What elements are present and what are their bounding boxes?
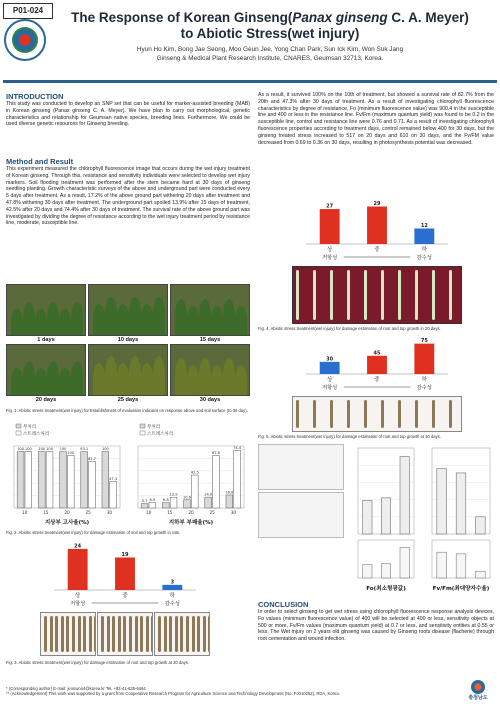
fig2b-data-label: 6.9 [149,498,156,503]
plant-shape [153,297,165,335]
fo-chart [348,444,418,594]
fig3-photo-2 [97,612,153,656]
header-rule [3,80,497,83]
plant-shape [47,302,59,335]
fig2a-tick-label: 10 [21,510,28,515]
photo-day-30 [170,344,250,396]
plant-shape [59,368,71,395]
methods-section [6,157,250,227]
fig2b-tick-label: 15 [167,510,173,515]
root-shape [296,400,299,428]
fo-sub-bar [400,547,409,578]
fo-bar [400,457,409,534]
fig2a-data-label: 100 [101,447,109,452]
plant-shape [93,304,105,335]
fo-bar [363,500,372,534]
fig5-bar [414,344,434,374]
fig2b-bar [213,455,220,508]
fvfm-bar [437,469,447,534]
plant-shape [11,368,23,395]
plant-shape [235,306,247,335]
results-text: As a result, it survived 100% on the 10th of treatment, but showed a survival rate of 82.7% from the 20th and 47.3% after 30 days of treatment. As a result of investigating chlorophyll fluorescence characteristics by degree of resistance, Fo (minimum fluorescence value) was 900.4 in the susceptible line and 400 or less in the resistance line. Fv/Fm (maximum quantum yield) was found to be 0.2 in the susceptible line, control and resistance line were 0.76 and 0.71. As a result of investigating chlorophyll fluorescence properties according to treatment days, control remained below 400 for 30 days, but the ginseng treated stress increased to 517 on 20 days and 610 on 30 days, and the Fv/FM value decreased from 0.69 to 0.36 on 30 days, resulting in photosynthesis potential was decreased. [258,92,494,146]
title-pre: The Response of Korean Ginseng( [71,10,293,25]
fig3-group-label-right: 감수성 [164,601,180,607]
fig1-photo-grid [6,284,250,404]
fig5-data-label: 30 [326,356,334,363]
fig3-data-label: 3 [170,579,175,586]
fig2a-bar [81,452,88,508]
plant-shape [23,361,35,395]
root-shape [118,616,121,652]
fig2b-tick-label: 25 [209,510,215,515]
fig5-data-label: 45 [373,350,381,357]
fig2a-bar [46,452,53,508]
fig2b-bar [191,475,198,508]
root-shape [107,616,110,652]
plant-shape [47,361,59,395]
fvfm-xlabel: Fv/Fm(최대양자수율) [432,586,490,592]
fig2a-legend-label: 스트레스처리 [23,432,50,437]
fig2a-legend-swatch [16,424,21,428]
authors-block [60,45,480,63]
fig5-group-label-right: 감수성 [416,385,432,391]
fig3-root-photos [40,612,210,656]
fig2b-legend-label: 스트레스처리 [147,432,174,437]
root-shape [66,616,69,652]
poster-title [60,10,480,42]
root-shape [449,400,452,428]
fvfm-chart [422,444,494,594]
root-shape [432,270,435,320]
fig2a-bar [67,456,74,508]
footnote-1: * (Corresponding author) E-mail: jeonwoo4@korea.kr Tel. +82-41-635-6464 [6,686,146,691]
root-shape [398,400,401,428]
root-shape [123,616,126,652]
province-emblem-icon [471,680,485,694]
fig2a-bar [110,481,117,508]
root-shape [140,616,143,652]
fig3-data-label: 19 [121,551,129,558]
fvfm-sub-bar [456,554,466,578]
fig2b-chart [130,420,248,528]
fig2a-xlabel: 지상부 고사율(%) [44,520,90,526]
plant-shape [105,297,117,335]
label-day-20: 20 days [35,397,57,403]
plant-shape [117,363,129,395]
fig5-group-label-left: 저항성 [322,385,338,391]
plant-shape [211,306,223,335]
institute-logo [4,19,46,61]
plant-shape [71,302,83,335]
label-day-1: 1 days [37,337,55,343]
root-shape [208,616,210,652]
root-shape [192,616,195,652]
root-shape [72,616,75,652]
author-list: Hyun Ho Kim, Bong Jae Seong, Moo Geun Jee, Yong Chan Park, Sun Ick Kim, Won Suk Jang [136,46,404,53]
bottom-logo [462,680,494,701]
fig2b-data-label: 5.7 [141,499,148,504]
fig2b-legend-swatch [140,431,145,435]
fig2a-bar [102,452,109,508]
fig4-root-photo [292,266,462,324]
root-shape [347,400,350,428]
plant-shape [211,365,223,395]
fig2b-tick-label: 10 [145,510,152,515]
plant-shape [35,368,47,395]
fig2b-data-label: 6.8 [162,498,169,503]
intro-heading: INTRODUCTION [6,92,64,101]
root-shape [347,270,350,320]
fig2b-data-label: 74.4 [233,445,242,450]
fig2b-bar [184,500,191,508]
fig2a-data-label: 100 [24,447,32,452]
fig3-chart [40,538,210,610]
intro-body: This study was conducted to develop an SNP set that can be useful for marker-assisted breeding (MAB) in Korean ginseng (Panax ginseng C. A. Meyer). We have plan to carry out morphological, genetic characteristics and relationship for Geumsan native species, breeding lines. Furthermore, We could be used diverse genetic resources for Ginseng breeding. [6,101,250,128]
logo-emblem-icon [12,27,38,53]
plant-shape [93,363,105,395]
root-shape [89,616,92,652]
fig4-tick-label: 하 [421,247,427,253]
plant-shape [187,306,199,335]
photo-day-1 [6,284,86,336]
plant-shape [71,361,83,395]
fig5-data-label: 75 [420,338,428,345]
root-shape [61,616,64,652]
fig5-tick-label: 중 [374,377,380,383]
fig2b-data-label: 14.0 [204,492,213,497]
fig2b-data-label: 16.8 [225,490,234,495]
plant-shape [175,299,187,335]
fvfm-bar [476,517,486,534]
plant-shape [223,358,235,395]
label-day-15: 15 days [199,337,221,343]
root-shape [129,616,132,652]
plant-shape [35,309,47,335]
fvfm-bar [456,473,466,534]
root-shape [83,616,86,652]
root-shape [313,270,316,320]
fig2b-bar [141,504,148,508]
photo-day-25 [88,344,168,396]
fig4-data-label: 29 [373,201,381,207]
fig2a-data-label: 100 [17,447,25,452]
title-species: Panax ginseng [292,10,388,25]
root-shape [55,616,58,652]
intro-section [6,92,250,128]
fig2b-data-label: 13.9 [169,492,178,497]
root-shape [415,400,418,428]
root-shape [432,400,435,428]
fig2a-data-label: 100 [67,451,75,456]
root-shape [415,270,418,320]
fvfm-sub-bar [476,571,486,578]
root-shape [135,616,138,652]
fig2a-tick-label: 30 [106,510,113,515]
fig4-data-label: 12 [420,222,428,229]
fig2a-bar [38,452,45,508]
plant-shape [129,356,141,395]
fig2b-bar [205,497,212,508]
fig3-caption: Fig. 3. Abiotic stress treatment(wet injury) for damage estimation of root and top growth at 30 days. [6,660,189,665]
fig3-photo-1 [40,612,96,656]
plant-shape [141,363,153,395]
plant-shape [141,304,153,335]
root-shape [164,616,167,652]
plant-shape [175,358,187,395]
fig2a-data-label: 100 [38,447,46,452]
photo-day-15 [170,284,250,336]
fig2b-bar [149,503,156,508]
fig4-bar [414,228,434,244]
title-post: C. A. Meyer) [387,10,469,25]
fig1-caption: Fig. 1. Abiotic stress treatment(wet injury) for Establishment of evaluation indicator on response above and soil surface (to 30 day). [6,408,248,413]
root-shape [78,616,81,652]
conclusion-body: In order to select ginseng to get wet stress using chlorophyll fluorescence response analysis devices, Fo values (minimum fluorescence value) of 400 will be selected at 400 or less, sensitivity objects at 500 or more, Fv/Fm values (maximum quantum yield) at 0.7 or less, and sensitivity entities at 0.55 or less. The Wet injury on 2 years old ginseng was caused by Ginseng roots disease (flacherie) through root cementation and wound infection. [258,609,494,643]
title-line2: to Abiotic Stress(wet injury) [180,26,360,41]
fig2a-tick-label: 20 [64,510,70,515]
fo-xlabel: Fo(최소형광값) [366,586,406,592]
label-day-25: 25 days [117,397,139,403]
root-shape [169,616,172,652]
root-shape [186,616,189,652]
root-shape [197,616,200,652]
root-shape [112,616,115,652]
fig4-data-label: 27 [326,203,334,210]
fig2a-tick-label: 25 [85,510,91,515]
fo-sub-bar [363,565,372,578]
plant-shape [153,356,165,395]
conclusion-heading: CONCLUSION [258,600,309,609]
fig2a-legend-swatch [16,431,21,435]
label-day-30: 30 days [199,397,221,403]
root-shape [330,270,333,320]
fig3-group-label-left: 저항성 [70,601,86,607]
photo-day-20 [6,344,86,396]
fig2b-tick-label: 30 [230,510,237,515]
photo-day-10 [88,284,168,336]
root-shape [313,400,316,428]
fig2a-tick-label: 15 [43,510,49,515]
fig4-group-label-right: 감수성 [416,255,432,261]
fig2b-tick-label: 20 [188,510,194,515]
plant-shape [199,299,211,335]
plant-shape [105,356,117,395]
root-shape [175,616,178,652]
fig4-chart [292,196,462,264]
fig5-root-photo [292,396,462,432]
root-shape [158,616,161,652]
plant-shape [223,299,235,335]
fig3-tick-label: 하 [169,593,175,599]
root-shape [44,616,47,652]
fig4-group-label-left: 저항성 [322,255,338,261]
fig4-tick-label: 상 [327,247,333,253]
plant-shape [59,309,71,335]
fig3-tick-label: 상 [75,593,81,599]
fig2a-bar [89,461,96,508]
plant-shape [117,304,129,335]
plant-shape [11,309,23,335]
fig5-bar [320,362,340,374]
footnotes [6,686,446,696]
label-day-10: 10 days [117,337,139,343]
fig2b-bar [226,495,233,508]
fig4-bar [367,207,387,245]
fig2b-bar [234,450,241,508]
methods-heading: Method and Result [6,157,74,166]
conclusion-section [258,600,494,643]
root-shape [398,270,401,320]
fig2a-bar [25,452,32,508]
affiliation: Ginseng & Medical Plant Research Institute, CNARES, Geumsan 32713, Korea. [156,55,384,62]
fig2b-data-label: 67.8 [211,450,220,455]
fo-sub-bar [381,564,390,578]
fvfm-sub-bar [437,552,447,578]
root-shape [381,270,384,320]
bottom-logo-text: 충청남도 [468,695,488,701]
root-shape [180,616,183,652]
plant-shape [235,365,247,395]
fluor-image-2 [258,492,344,538]
fig2a-data-label: 47.3 [109,476,118,481]
plant-shape [199,358,211,395]
fig5-chart [292,334,462,394]
plant-shape [23,302,35,335]
fig2a-chart [6,420,124,528]
fig2b-bar [162,503,169,508]
fig5-tick-label: 하 [421,377,427,383]
fig2a-data-label: 100 [59,447,67,452]
fig2a-legend-label: 무처리 [23,425,37,430]
fig3-bar [115,557,135,590]
fig3-data-label: 24 [74,543,82,550]
fig5-tick-label: 상 [327,377,333,383]
root-shape [364,400,367,428]
root-shape [203,616,206,652]
fo-bar [381,498,390,534]
fig3-bar [162,585,182,590]
fig4-bar [320,209,340,244]
fig2b-bar [170,497,177,508]
fig5-caption: Fig. 5. Abiotic stress treatment(wet injury) for damage estimation of root and top growth at 30 days. [258,434,441,439]
root-shape [449,270,452,320]
fig4-tick-label: 중 [374,247,380,253]
fig5-bar [367,356,387,374]
methods-body: This experiment measured the chlorophyll fluorescence image that occurs during the wet injury treatment of Korean ginseng. Through this, resistance and sensitivity individuals were selected to develop wet injury markers. Soil flooding treatment was performed after the stem became hard at 30 days of ginseng seedling planting. Growth characteristic surveys of the above and underground part were conducted every 5 days after treatment. As a result, 17.2% of the above ground part withering 20 days after treatment and 47.8% withering 30 days after treatment. The underground part spoiled 13.9% after 15 days of treatment, 42.5% after 20 days and 74.4% after 30 days of treatment. The survival rate of the above ground part was investigated by dividing the degree of resistance according to the wet injury treatment period by resistance line, moderate, susceptible line. [6,166,250,227]
plant-shape [129,297,141,335]
fluor-image-1 [258,444,344,490]
fig2b-data-label: 10.6 [182,495,191,500]
fig2a-data-label: 93.1 [80,447,89,452]
poster-id: P01-024 [3,3,53,19]
root-shape [146,616,149,652]
root-shape [296,270,299,320]
root-shape [94,616,96,652]
plant-shape [187,365,199,395]
fig2b-data-label: 42.5 [190,470,199,475]
fig2b-legend-swatch [140,424,145,428]
fig2b-legend-label: 무처리 [147,425,161,430]
fig2a-bar [17,452,24,508]
fig4-caption: Fig. 4. Abiotic stress treatment(wet injury) for damage estimation of root and top growth in 20 days. [258,326,441,331]
fig3-tick-label: 중 [122,593,128,599]
fig3-photo-3 [154,612,210,656]
fig2-caption: Fig. 2. Abiotic stress treatment(wet injury) for damage estimation of soil and top growth in rate. [6,530,181,535]
fig2b-xlabel: 지하부 부패율(%) [168,520,214,526]
fig2a-bar [60,452,67,508]
footnote-2: ** (Acknowledgement) This work was supported by a grant from Cooperative Research Program for Agriculture Science and Technology Development (No. PJ010252), RDA, Korea. [6,691,340,697]
root-shape [50,616,53,652]
fig2a-data-label: 100 [46,447,53,452]
fig3-bar [68,549,88,590]
root-shape [330,400,333,428]
root-shape [381,400,384,428]
root-shape [151,616,153,652]
root-shape [101,616,104,652]
fluorescence-panel [258,444,494,596]
root-shape [364,270,367,320]
fig2a-data-label: 82.7 [87,456,96,461]
